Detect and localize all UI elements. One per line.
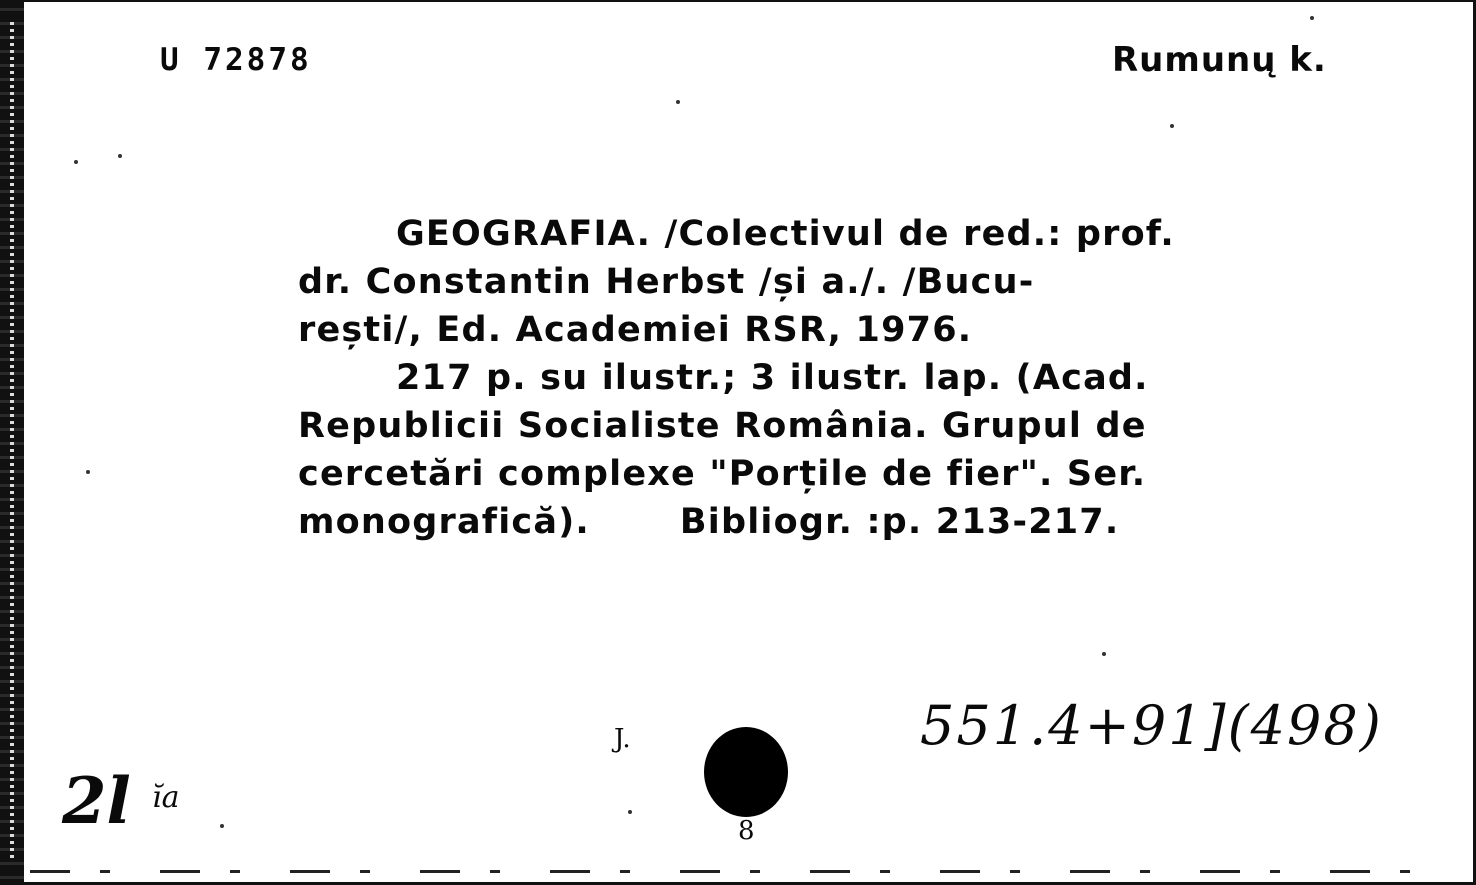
call-number: U 72878 — [160, 42, 312, 78]
card-left-edge-pattern — [10, 22, 14, 862]
handwritten-mark: ĭa — [152, 780, 180, 815]
speck — [1310, 16, 1314, 20]
classification-number: 551.4+91](498) — [920, 694, 1383, 757]
entry-line: cercetări complexe "Porțile de fier". Ser. — [298, 454, 1147, 494]
series-end: monografică). — [298, 502, 590, 542]
entry-line: Republicii Socialiste România. Grupul de — [298, 406, 1147, 446]
entry-last-line — [298, 498, 1458, 546]
card-left-edge — [0, 2, 24, 885]
speck — [74, 160, 78, 164]
entry-line: 217 p. su ilustr.; 3 ilustr. lap. (Acad. — [396, 358, 1149, 398]
speck — [1102, 652, 1106, 656]
speck — [86, 470, 90, 474]
handwritten-number: 2l — [62, 764, 131, 839]
speck — [1170, 124, 1174, 128]
speck — [676, 100, 680, 104]
speck — [220, 824, 224, 828]
stamp-mark: J. — [614, 724, 631, 754]
entry-line: GEOGRAFIA. /Colectivul de red.: prof. — [396, 214, 1175, 254]
entry-line: dr. Constantin Herbst /și a./. /Bucu- — [298, 262, 1035, 302]
bottom-edge-marks — [30, 870, 1450, 873]
location-tag: Rumunų k. — [1112, 40, 1327, 80]
speck — [628, 810, 632, 814]
bibliography-note: Bibliogr. :p. 213-217. — [679, 502, 1120, 542]
speck — [118, 154, 122, 158]
small-mark: 8 — [738, 816, 755, 846]
punch-hole — [704, 727, 788, 817]
bibliographic-entry — [298, 210, 1458, 546]
entry-line: rești/, Ed. Academiei RSR, 1976. — [298, 310, 973, 350]
